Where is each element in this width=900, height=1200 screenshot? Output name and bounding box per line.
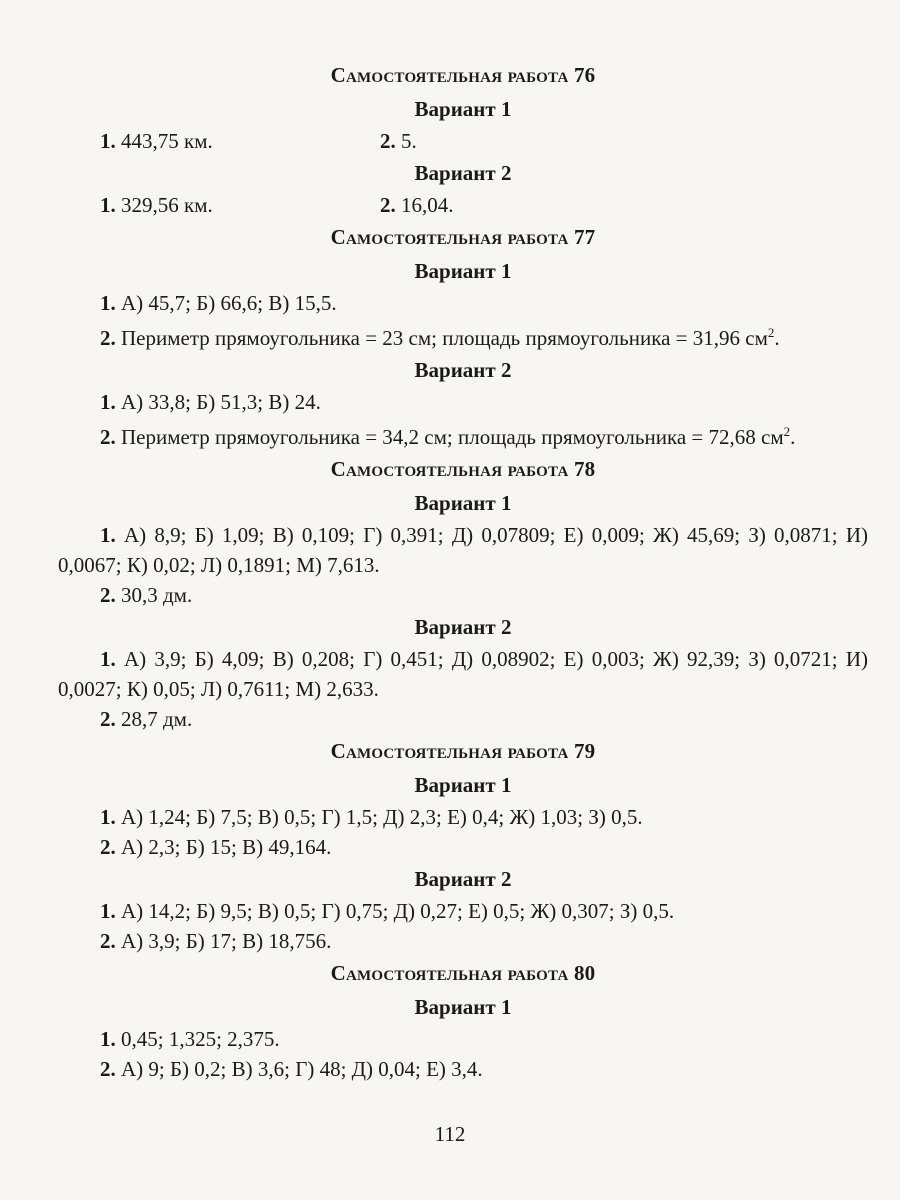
item-text: 329,56 км. bbox=[115, 193, 213, 217]
section-79 bbox=[58, 734, 868, 956]
answer-item bbox=[58, 288, 868, 318]
answer-item bbox=[58, 704, 868, 734]
answer-item bbox=[58, 1024, 868, 1054]
item-number: 2. bbox=[100, 835, 116, 859]
section-78 bbox=[58, 452, 868, 734]
item-text: 443,75 км. bbox=[115, 129, 213, 153]
answer-item bbox=[58, 1054, 868, 1084]
variant-title: Вариант 1 bbox=[414, 995, 512, 1019]
item-text: А) 33,8; Б) 51,3; В) 24. bbox=[115, 390, 321, 414]
variant-title: Вариант 2 bbox=[414, 161, 512, 185]
item-text: А) 14,2; Б) 9,5; В) 0,5; Г) 0,75; Д) 0,27; Е) 0,5; Ж) 0,307; З) 0,5. bbox=[115, 899, 675, 923]
answer-item bbox=[58, 417, 868, 452]
page-content bbox=[58, 58, 868, 1084]
item-number: 2. bbox=[100, 1057, 116, 1081]
superscript: 2 bbox=[767, 325, 775, 340]
item-number: 2. bbox=[100, 929, 116, 953]
answer-item bbox=[58, 926, 868, 956]
section-77 bbox=[58, 220, 868, 452]
item-text: А) 1,24; Б) 7,5; В) 0,5; Г) 1,5; Д) 2,3; Е) 0,4; Ж) 1,03; З) 0,5. bbox=[115, 805, 643, 829]
item-text: А) 8,9; Б) 1,09; В) 0,109; Г) 0,391; Д) 0,07809; Е) 0,009; Ж) 45,69; З) 0,0871; И) 0,0067; К) 0,02; Л) 0,1891; М) 7,613. bbox=[58, 523, 868, 577]
item-number: 2. bbox=[100, 707, 116, 731]
variant-title: Вариант 1 bbox=[414, 97, 512, 121]
answer-item bbox=[380, 126, 417, 156]
variant-title: Вариант 2 bbox=[414, 615, 512, 639]
variant-title: Вариант 2 bbox=[414, 867, 512, 891]
item-text: 30,3 дм. bbox=[115, 583, 193, 607]
item-number: 1. bbox=[100, 193, 116, 217]
variant-title: Вариант 2 bbox=[414, 358, 512, 382]
item-text: А) 2,3; Б) 15; В) 49,164. bbox=[115, 835, 332, 859]
item-number: 1. bbox=[100, 129, 116, 153]
answer-item bbox=[58, 802, 868, 832]
item-text: А) 3,9; Б) 17; В) 18,756. bbox=[115, 929, 332, 953]
superscript: 2 bbox=[783, 424, 791, 439]
section-title: Самостоятельная работа 80 bbox=[330, 961, 596, 985]
section-76 bbox=[58, 58, 868, 220]
item-text: Периметр прямоугольника = 34,2 см; площадь прямоугольника = 72,68 см bbox=[115, 425, 784, 449]
item-number: 2. bbox=[380, 193, 396, 217]
item-text: 5. bbox=[395, 129, 417, 153]
answer-item bbox=[58, 318, 868, 353]
item-tail: . bbox=[774, 326, 780, 350]
answer-item bbox=[100, 190, 213, 220]
item-text: Периметр прямоугольника = 23 см; площадь прямоугольника = 31,96 см bbox=[115, 326, 768, 350]
item-number: 1. bbox=[100, 291, 116, 315]
section-title: Самостоятельная работа 77 bbox=[330, 225, 596, 249]
item-text: 28,7 дм. bbox=[115, 707, 193, 731]
variant-title: Вариант 1 bbox=[414, 773, 512, 797]
item-number: 2. bbox=[100, 425, 116, 449]
item-text: А) 3,9; Б) 4,09; В) 0,208; Г) 0,451; Д) 0,08902; Е) 0,003; Ж) 92,39; З) 0,0721; И) 0,0027; К) 0,05; Л) 0,7611; М) 2,633. bbox=[58, 647, 868, 701]
item-text: А) 9; Б) 0,2; В) 3,6; Г) 48; Д) 0,04; Е) 3,4. bbox=[115, 1057, 483, 1081]
item-number: 1. bbox=[100, 390, 116, 414]
item-number: 1. bbox=[100, 1027, 116, 1051]
item-number: 1. bbox=[100, 805, 116, 829]
answer-item bbox=[380, 190, 454, 220]
item-tail: . bbox=[790, 425, 796, 449]
item-number: 1. bbox=[100, 523, 116, 547]
answer-item bbox=[58, 387, 868, 417]
item-number: 2. bbox=[380, 129, 396, 153]
answer-row bbox=[58, 126, 868, 156]
answer-item bbox=[58, 832, 868, 862]
answer-item bbox=[58, 644, 868, 704]
answer-item bbox=[58, 896, 868, 926]
answer-item bbox=[58, 520, 868, 580]
section-80 bbox=[58, 956, 868, 1084]
variant-title: Вариант 1 bbox=[414, 491, 512, 515]
section-title: Самостоятельная работа 79 bbox=[330, 739, 596, 763]
item-text: 16,04. bbox=[395, 193, 454, 217]
section-title: Самостоятельная работа 78 bbox=[330, 457, 596, 481]
answer-item bbox=[58, 580, 868, 610]
item-number: 1. bbox=[100, 899, 116, 923]
item-number: 2. bbox=[100, 583, 116, 607]
answer-row bbox=[58, 190, 868, 220]
page-number: 112 bbox=[434, 1122, 466, 1146]
item-number: 1. bbox=[100, 647, 116, 671]
section-title: Самостоятельная работа 76 bbox=[330, 63, 596, 87]
answer-item bbox=[100, 126, 213, 156]
variant-title: Вариант 1 bbox=[414, 259, 512, 283]
item-text: А) 45,7; Б) 66,6; В) 15,5. bbox=[115, 291, 337, 315]
item-text: 0,45; 1,325; 2,375. bbox=[115, 1027, 280, 1051]
item-number: 2. bbox=[100, 326, 116, 350]
